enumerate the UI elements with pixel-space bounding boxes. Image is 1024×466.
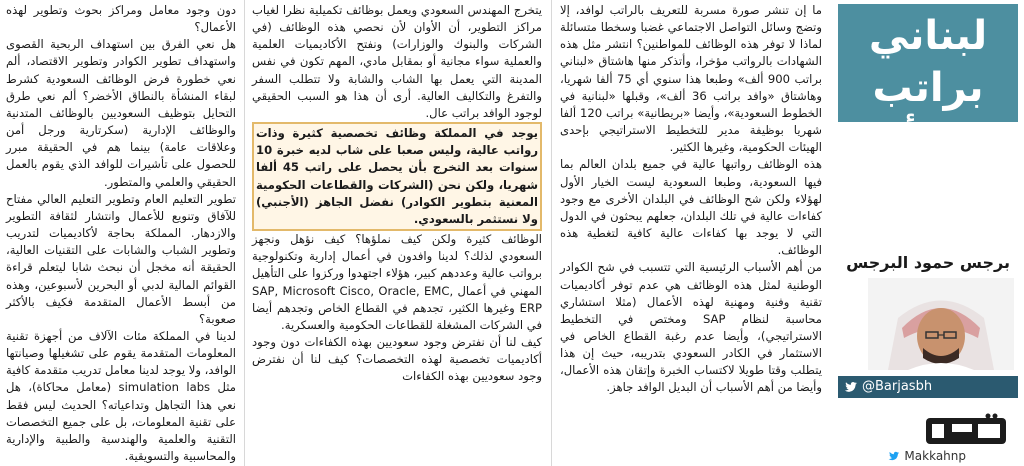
newspaper-twitter-handle[interactable] [856,448,1016,464]
twitter-bird-icon [888,450,900,462]
paragraph: كيف لنا أن نفترض وجود سعوديين بهذه الكفاءات دون وجود أكاديميات تخصصية لهذه التخصصات؟ كيف لنا أن نفترض وجود سعوديين بهذه الكفاءات [252,334,542,384]
logo-handle-text: Makkahnp [904,449,966,463]
column-divider [244,0,245,466]
paragraph: لدينا في المملكة مئات الآلاف من أجهزة تقنية المعلومات المتقدمة يقوم على تشغيلها وصيانتها الوافد، ولا يوجد لدينا معامل تدريب متقدمة كافية مثل simulation labs (معامل محاكاة)، هل نعي هذا التجاهل وتداعياته؟ الحديث ليس فقط على تقنية المعلومات، بل على جميع التخصصات التقنية والعلمية والهندسية والطبية والإدارية والمحاسبية والتسويقية. [6,328,236,464]
article-side-panel [838,0,1024,466]
article-title-line-1: لبناني براتب [868,13,988,111]
paragraph: الوظائف كثيرة ولكن كيف نملؤها؟ كيف نؤهل ونجهز السعودي لذلك؟ لدينا وافدون في أعمال إدارية وتكنولوجية برواتب عالية وعددهم كبير، هؤلاء اجتهدوا وركزوا على التأهيل المهني في أعمال SAP, Microsoft Cisco, Oracle, EMC, ERP وغيرها الكثير، تجدهم في القطاع الخاص وتجدهم أيضا في الشركات المشغلة للقطاعات الحكومية والعسكرية. [252,232,542,332]
paragraph: هل نعي الفرق بين استهداف الربحية القصوى واستهداف تطوير الكوادر وتطوير الاقتصاد، ألم نعي خطورة فرض الوظائف السعودية كشرط لبقاء المنشأة بالنطاق الأخضر؟ ألم نعي طرق التحايل بتوظيف السعوديين بالوظائف المتدنية والوظائف الإدارية (سكرتارية ورجل أمن وعلاقات عامة) بينما هم في الحقيقة مبرر للحصول على تأشيرات للوافد الذي يقوم بالعمل الحقيقي والعلمي والمتطور. [6,37,236,189]
paragraph: هذه الوظائف رواتبها عالية في جميع بلدان العالم بما فيها السعودية، وطبعا السعودية ليست الخيار الأول لهؤلاء ولكن شح الوظائف في البلدان الأخرى مع وجود كفاءات عالية في تلك البلدان، جعلهم يبحثون في الدول التي لا يوجد بها كفاءات عالية كافية لتغطية هذه الوظائف. [560,157,822,258]
author-portrait-icon [868,278,1014,370]
author-photo [868,278,1014,370]
author-twitter-handle[interactable] [838,376,1018,398]
paragraph: من أهم الأسباب الرئيسية التي تتسبب في شح الكوادر الوطنية لمثل هذه الوظائف هي عدم توفر أكاديميات تقنية وفنية ومهنية لهذه الأعمال (مثلا استشاري محاسبة لنظام SAP ومختص في التخطيط الاستراتيجي)، وأيضا عدم رغبة القطاع الخاص في الاستثمار في الكادر السعودي بتدريبه، حيث إن هذا يتطلب وقتا طويلا لاكتساب الخبرة وإتقان هذه الأعمال، وأيضا من أهم الأسباب أن البديل الوافد جاهز. [560,260,822,395]
newspaper-logo [856,412,1016,448]
column-divider [551,0,552,466]
paragraph: تطوير التعليم العام وتطوير التعليم العالي مفتاح للآفاق وتنويع للأعمال وانتشار لثقافة التطوير والازدهار. المملكة بحاجة لأكاديميات لتدريب وتطوير الشباب والشابات على التقنيات العالية، الحقيقة أنه مخجل أن نبحث شابا ليتعلم قراءة القوائم المالية لدبي أو البحرين لأسبوعين، وهذه من أبسط الأعمال المتقدمة فكيف بالأكثر صعوبة؟ [6,191,236,326]
paragraph: دون وجود معامل ومراكز بحوث وتطوير لهذه الأعمال؟ [6,3,236,35]
article-column-4 [0,0,240,466]
handle-text: @Barjasbh [862,379,933,394]
paragraph: يتخرج المهندس السعودي ويعمل بوظائف تكميلية نظرا لغياب مراكز التطوير، أن الأوان لأن نحصي هذه الوظائف (في الشركات والبنوك والوزارات) ونفتح الأكاديميات العلمية والعملية سواء مجانية أو بمقابل مادي، المهم تكون في نفس المدينة التي يعمل بها الشاب والشابة ولا تتطلب السفر والتفرغ والتكاليف العالية. أرى أن هذا هو السبب الحقيقي لوجود الوافد براتب عال. [252,3,542,120]
twitter-bird-icon [844,380,858,394]
article-title-line-2: 900 ألف ريال [841,117,1015,215]
article-title-box [838,4,1018,215]
article-column-3 [248,0,548,466]
paragraph: ما إن تنشر صورة مسربة للتعريف بالراتب لوافد، إلا وتضج وسائل التواصل الاجتماعي غضبا وسخطا متسائلة لماذا لا توفر هذه الوظائف للمواطنين؟ انتشر مثل هذه الشهادات بالرواتب مؤخرا، وأتذكر منها هاشتاق «لبناني براتب 900 ألف» وطبعا هذا سنوي أي 75 ألفا شهريا، وهاشتاق «وافد براتب 36 ألف»، وقبلها «لبنانية في الخطوط السعودية»، وأيضا «بريطانية» براتب 120 ألفا شهريا بوظيفة مدير للتخطيط الاستراتيجي بإحدى الهيئات الحكومية، وغيرها الكثير. [560,3,822,155]
highlighted-quote: يوجد في المملكة وظائف تخصصية كثيرة وذات رواتب عالية، وليس صعبا على شاب لديه خبرة 10 سنوات بعد التخرج بأن يحصل على راتب 45 ألفا شهريا، ولكن نحن (الشركات والقطاعات الحكومية المعنية بتطوير الكوادر) نفضل الجاهز (الأجنبي) ولا نستثمر بالسعودي. [252,122,542,231]
author-name: برجس حمود البرجس [846,253,1010,272]
article-column-2 [554,0,830,466]
